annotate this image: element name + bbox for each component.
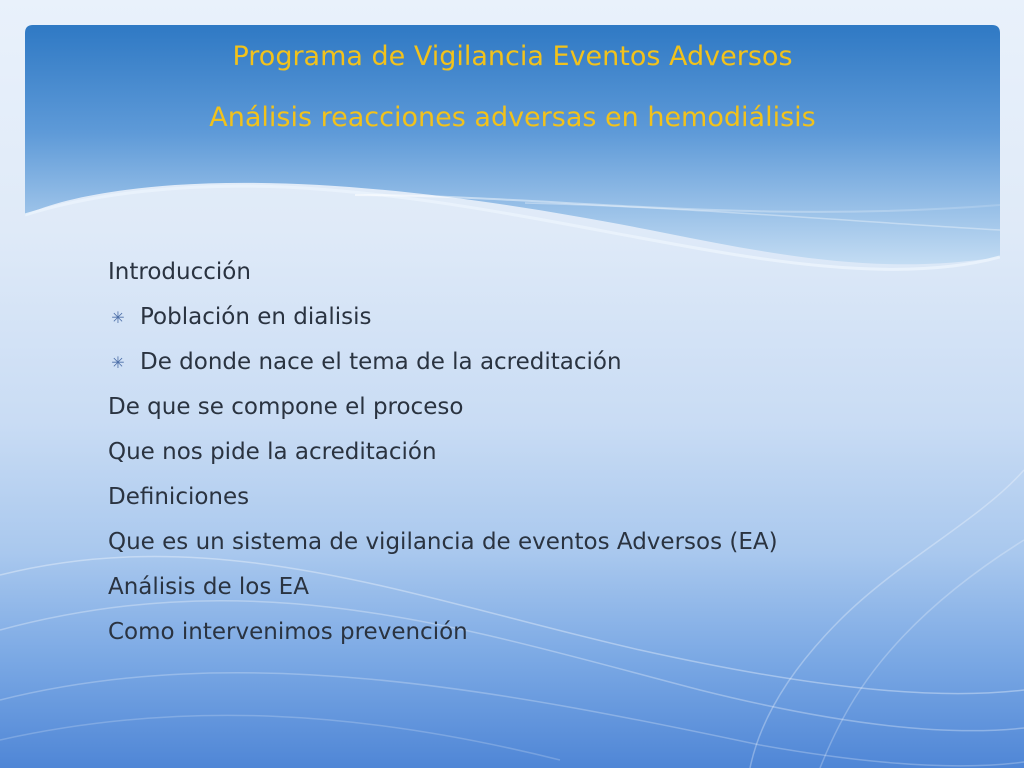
list-item-text: Definiciones	[108, 484, 250, 510]
list-item-text: Población en dialisis	[140, 304, 372, 330]
slide-title: Programa de Vigilancia Eventos Adversos	[232, 41, 793, 72]
list-item	[108, 340, 988, 385]
list-item	[108, 475, 988, 520]
bullet-icon: ✳	[111, 353, 125, 372]
list-item-text: Que nos pide la acreditación	[108, 439, 437, 465]
list-item	[108, 385, 988, 430]
list-item	[108, 430, 988, 475]
list-item	[108, 250, 988, 295]
list-item-text: Análisis de los EA	[108, 574, 309, 600]
list-item	[108, 520, 988, 565]
list-item-text: Introducción	[108, 259, 251, 285]
list-item	[108, 565, 988, 610]
list-item	[108, 295, 988, 340]
content-list	[108, 250, 988, 655]
list-item-text: Que es un sistema de vigilancia de eventos Adversos (EA)	[108, 529, 778, 555]
list-item-text: De que se compone el proceso	[108, 394, 464, 420]
slide-subtitle: Análisis reacciones adversas en hemodiálisis	[209, 102, 816, 133]
list-item-text: Como intervenimos prevención	[108, 619, 468, 645]
list-item-text: De donde nace el tema de la acreditación	[140, 349, 622, 375]
list-item	[108, 610, 988, 655]
bullet-icon: ✳	[111, 308, 125, 327]
